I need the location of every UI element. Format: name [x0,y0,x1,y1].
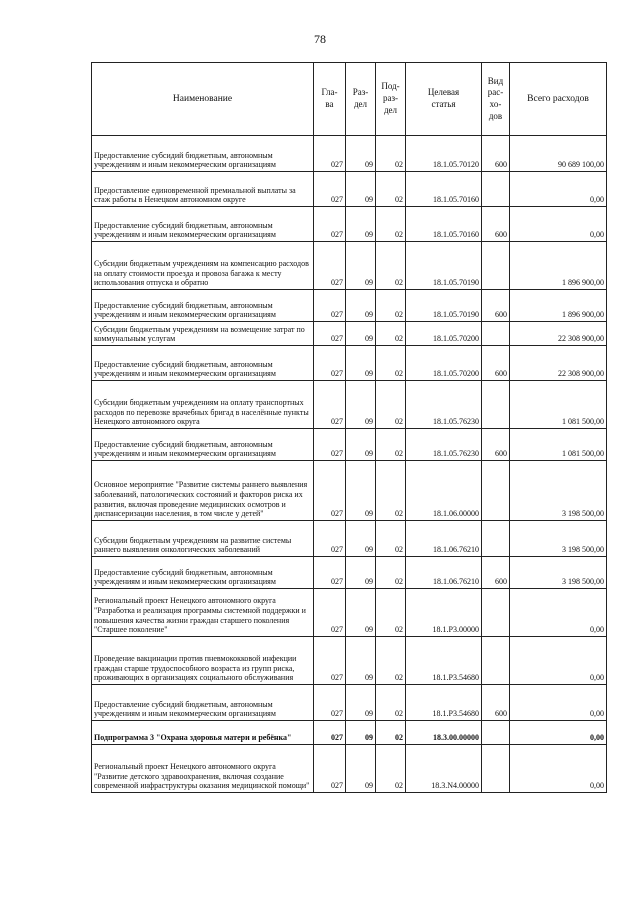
row-subsection-cell: 02 [376,685,406,721]
row-target-cell: 18.1.06.76210 [406,557,482,589]
table-row [92,346,607,381]
table-row [92,207,607,242]
row-chapter-cell: 027 [314,322,346,346]
row-chapter-cell: 027 [314,290,346,322]
row-total-cell: 22 308 900,00 [510,346,607,381]
row-target-cell: 18.1.P3.54680 [406,637,482,685]
row-subsection-cell: 02 [376,745,406,793]
row-chapter-cell: 027 [314,207,346,242]
table-row [92,381,607,429]
row-total-cell: 22 308 900,00 [510,322,607,346]
row-section-cell: 09 [346,589,376,637]
row-chapter-cell: 027 [314,557,346,589]
row-section-cell: 09 [346,721,376,745]
row-section-cell: 09 [346,521,376,557]
header-section: Раз- дел [346,63,376,136]
table-row [92,589,607,637]
row-total-cell: 0,00 [510,172,607,207]
row-total-cell: 0,00 [510,745,607,793]
row-target-cell: 18.1.P3.00000 [406,589,482,637]
row-type-cell [482,637,510,685]
row-subsection-cell: 02 [376,322,406,346]
row-section-cell: 09 [346,685,376,721]
row-section-cell: 09 [346,381,376,429]
row-name-cell: Подпрограмма 3 "Охрана здоровья матери и ребёнка" [92,721,314,745]
row-name-cell: Субсидии бюджетным учреждениям на возмещение затрат по коммунальным услугам [92,322,314,346]
row-chapter-cell: 027 [314,589,346,637]
row-type-cell: 600 [482,207,510,242]
row-section-cell: 09 [346,429,376,461]
row-target-cell: 18.1.05.70190 [406,290,482,322]
table-row [92,429,607,461]
row-type-cell: 600 [482,557,510,589]
table-row [92,557,607,589]
row-type-cell: 600 [482,685,510,721]
table-row [92,172,607,207]
table-header-row [92,63,607,136]
row-total-cell: 0,00 [510,721,607,745]
table-row [92,745,607,793]
row-chapter-cell: 027 [314,172,346,207]
row-type-cell: 600 [482,346,510,381]
row-subsection-cell: 02 [376,136,406,172]
table-row [92,461,607,521]
table-row [92,242,607,290]
row-type-cell [482,322,510,346]
row-target-cell: 18.1.05.70190 [406,242,482,290]
budget-table [91,62,607,793]
row-type-cell [482,589,510,637]
table-row [92,637,607,685]
row-subsection-cell: 02 [376,172,406,207]
row-name-cell: Региональный проект Ненецкого автономного округа "Развитие детского здравоохранения, включая создание современной инфраструктуры оказания медицинской помощи" [92,745,314,793]
row-type-cell [482,242,510,290]
row-subsection-cell: 02 [376,346,406,381]
row-chapter-cell: 027 [314,346,346,381]
row-subsection-cell: 02 [376,557,406,589]
row-subsection-cell: 02 [376,521,406,557]
row-chapter-cell: 027 [314,242,346,290]
row-target-cell: 18.1.05.70160 [406,207,482,242]
row-section-cell: 09 [346,745,376,793]
row-type-cell [482,461,510,521]
table-row [92,322,607,346]
row-name-cell: Субсидии бюджетным учреждениям на оплату транспортных расходов по перевозке врачебных бригад в населённые пункты Ненецкого автономного округа [92,381,314,429]
row-subsection-cell: 02 [376,721,406,745]
table-body [92,136,607,793]
row-type-cell [482,745,510,793]
row-name-cell: Субсидии бюджетным учреждениям на компенсацию расходов на оплату стоимости проезда и провоза багажа к месту использования отпуска и обратно [92,242,314,290]
row-type-cell: 600 [482,136,510,172]
row-section-cell: 09 [346,461,376,521]
row-name-cell: Предоставление субсидий бюджетным, автономным учреждениям и иным некоммерческим организациям [92,557,314,589]
row-total-cell: 0,00 [510,637,607,685]
row-target-cell: 18.1.05.76230 [406,381,482,429]
row-section-cell: 09 [346,637,376,685]
row-subsection-cell: 02 [376,381,406,429]
row-target-cell: 18.1.05.70120 [406,136,482,172]
row-target-cell: 18.1.06.00000 [406,461,482,521]
row-total-cell: 1 081 500,00 [510,429,607,461]
header-chapter: Гла- ва [314,63,346,136]
header-total: Всего расходов [510,63,607,136]
table-row [92,685,607,721]
row-target-cell: 18.1.06.76210 [406,521,482,557]
row-name-cell: Предоставление субсидий бюджетным, автономным учреждениям и иным некоммерческим организациям [92,346,314,381]
row-name-cell: Проведение вакцинации против пневмококковой инфекции граждан старше трудоспособного возраста из групп риска, проживающих в организациях социального обслуживания [92,637,314,685]
row-type-cell [482,721,510,745]
row-section-cell: 09 [346,242,376,290]
table-row [92,136,607,172]
row-chapter-cell: 027 [314,136,346,172]
row-subsection-cell: 02 [376,242,406,290]
row-target-cell: 18.3.N4.00000 [406,745,482,793]
row-chapter-cell: 027 [314,745,346,793]
row-section-cell: 09 [346,557,376,589]
row-chapter-cell: 027 [314,429,346,461]
row-total-cell: 0,00 [510,207,607,242]
row-total-cell: 1 896 900,00 [510,290,607,322]
row-section-cell: 09 [346,346,376,381]
row-section-cell: 09 [346,322,376,346]
row-name-cell: Предоставление субсидий бюджетным, автономным учреждениям и иным некоммерческим организациям [92,136,314,172]
row-chapter-cell: 027 [314,721,346,745]
header-type: Вид рас- хо- дов [482,63,510,136]
row-type-cell [482,172,510,207]
row-target-cell: 18.3.00.00000 [406,721,482,745]
row-name-cell: Предоставление единовременной премиальной выплаты за стаж работы в Ненецком автономном округе [92,172,314,207]
row-subsection-cell: 02 [376,637,406,685]
row-total-cell: 3 198 500,00 [510,557,607,589]
row-name-cell: Предоставление субсидий бюджетным, автономным учреждениям и иным некоммерческим организациям [92,290,314,322]
row-chapter-cell: 027 [314,685,346,721]
row-total-cell: 1 896 900,00 [510,242,607,290]
row-section-cell: 09 [346,207,376,242]
row-subsection-cell: 02 [376,290,406,322]
row-target-cell: 18.1.05.70200 [406,346,482,381]
row-total-cell: 3 198 500,00 [510,521,607,557]
row-subsection-cell: 02 [376,429,406,461]
row-name-cell: Субсидии бюджетным учреждениям на развитие системы раннего выявления онкологических заболеваний [92,521,314,557]
row-total-cell: 90 689 100,00 [510,136,607,172]
row-total-cell: 0,00 [510,685,607,721]
header-name: Наименование [92,63,314,136]
header-target: Целевая статья [406,63,482,136]
table-row [92,290,607,322]
row-name-cell: Региональный проект Ненецкого автономного округа "Разработка и реализация программы системной поддержки и повышения качества жизни граждан старшего поколения "Старшее поколение" [92,589,314,637]
row-chapter-cell: 027 [314,637,346,685]
row-chapter-cell: 027 [314,461,346,521]
row-target-cell: 18.1.05.70200 [406,322,482,346]
row-type-cell [482,381,510,429]
row-target-cell: 18.1.05.70160 [406,172,482,207]
row-type-cell: 600 [482,290,510,322]
row-target-cell: 18.1.P3.54680 [406,685,482,721]
row-total-cell: 3 198 500,00 [510,461,607,521]
row-chapter-cell: 027 [314,381,346,429]
row-name-cell: Предоставление субсидий бюджетным, автономным учреждениям и иным некоммерческим организациям [92,207,314,242]
row-chapter-cell: 027 [314,521,346,557]
row-subsection-cell: 02 [376,461,406,521]
row-section-cell: 09 [346,136,376,172]
row-name-cell: Предоставление субсидий бюджетным, автономным учреждениям и иным некоммерческим организациям [92,429,314,461]
row-section-cell: 09 [346,172,376,207]
table-row [92,721,607,745]
row-type-cell [482,521,510,557]
row-section-cell: 09 [346,290,376,322]
row-subsection-cell: 02 [376,207,406,242]
row-name-cell: Основное мероприятие "Развитие системы раннего выявления заболеваний, патологических состояний и факторов риска их развития, включая проведение медицинских осмотров и диспансеризации населения, в том числе у детей" [92,461,314,521]
row-total-cell: 1 081 500,00 [510,381,607,429]
row-total-cell: 0,00 [510,589,607,637]
page-number: 78 [314,32,326,46]
row-subsection-cell: 02 [376,589,406,637]
row-type-cell: 600 [482,429,510,461]
header-subsection: Под- раз- дел [376,63,406,136]
row-target-cell: 18.1.05.76230 [406,429,482,461]
table-row [92,521,607,557]
row-name-cell: Предоставление субсидий бюджетным, автономным учреждениям и иным некоммерческим организациям [92,685,314,721]
